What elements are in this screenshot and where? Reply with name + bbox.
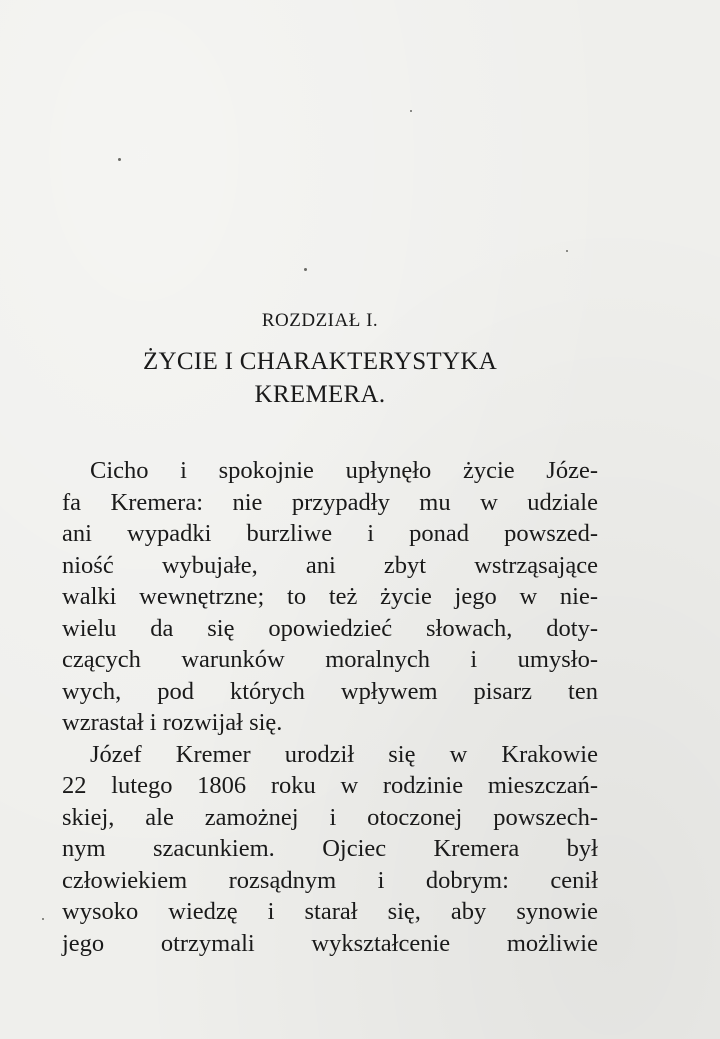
chapter-title-line: KREMERA.: [254, 381, 386, 408]
ink-speck: [118, 158, 121, 161]
chapter-label: ROZDZIAŁ I.: [261, 310, 379, 331]
ink-speck: [410, 110, 412, 112]
text-line: Cicho i spokojnie upłynęło życie Józe-: [90, 457, 598, 484]
text-line: wych, pod których wpływem pisarz ten: [62, 677, 598, 705]
text-line: skiej, ale zamożnej i otoczonej powszech-: [62, 803, 598, 831]
ink-speck: [304, 268, 307, 271]
ink-speck: [566, 250, 568, 252]
text-line: 22 lutego 1806 roku w rodzinie mieszczań-: [62, 772, 598, 799]
text-line: Józef Kremer urodził się w Krakowie: [90, 740, 598, 768]
text-line: niość wybujałe, ani zbyt wstrząsające: [62, 551, 598, 579]
ink-speck: [42, 918, 44, 920]
text-line: wzrastał i rozwijał się.: [62, 709, 283, 736]
text-line: ani wypadki burzliwe i ponad powszed-: [62, 520, 598, 547]
text-line: człowiekiem rozsądnym i dobrym: cenił: [62, 866, 598, 894]
body-text: [62, 455, 598, 959]
text-line: walki wewnętrzne; to też życie jego w nie-: [62, 583, 598, 610]
chapter-title: [0, 345, 640, 411]
paragraph: [62, 739, 598, 960]
text-line: fa Kremera: nie przypadły mu w udziale: [62, 488, 598, 516]
paragraph: [62, 455, 598, 739]
chapter-title-line: ŻYCIE I CHARAKTERYSTYKA: [142, 348, 498, 375]
text-line: wielu da się opowiedzieć słowach, doty-: [62, 614, 598, 642]
text-line: jego otrzymali wykształcenie możliwie: [62, 929, 598, 957]
text-line: czących warunków moralnych i umysło-: [62, 646, 598, 673]
text-line: wysoko wiedzę i starał się, aby synowie: [62, 898, 598, 925]
text-line: nym szacunkiem. Ojciec Kremera był: [62, 835, 598, 862]
